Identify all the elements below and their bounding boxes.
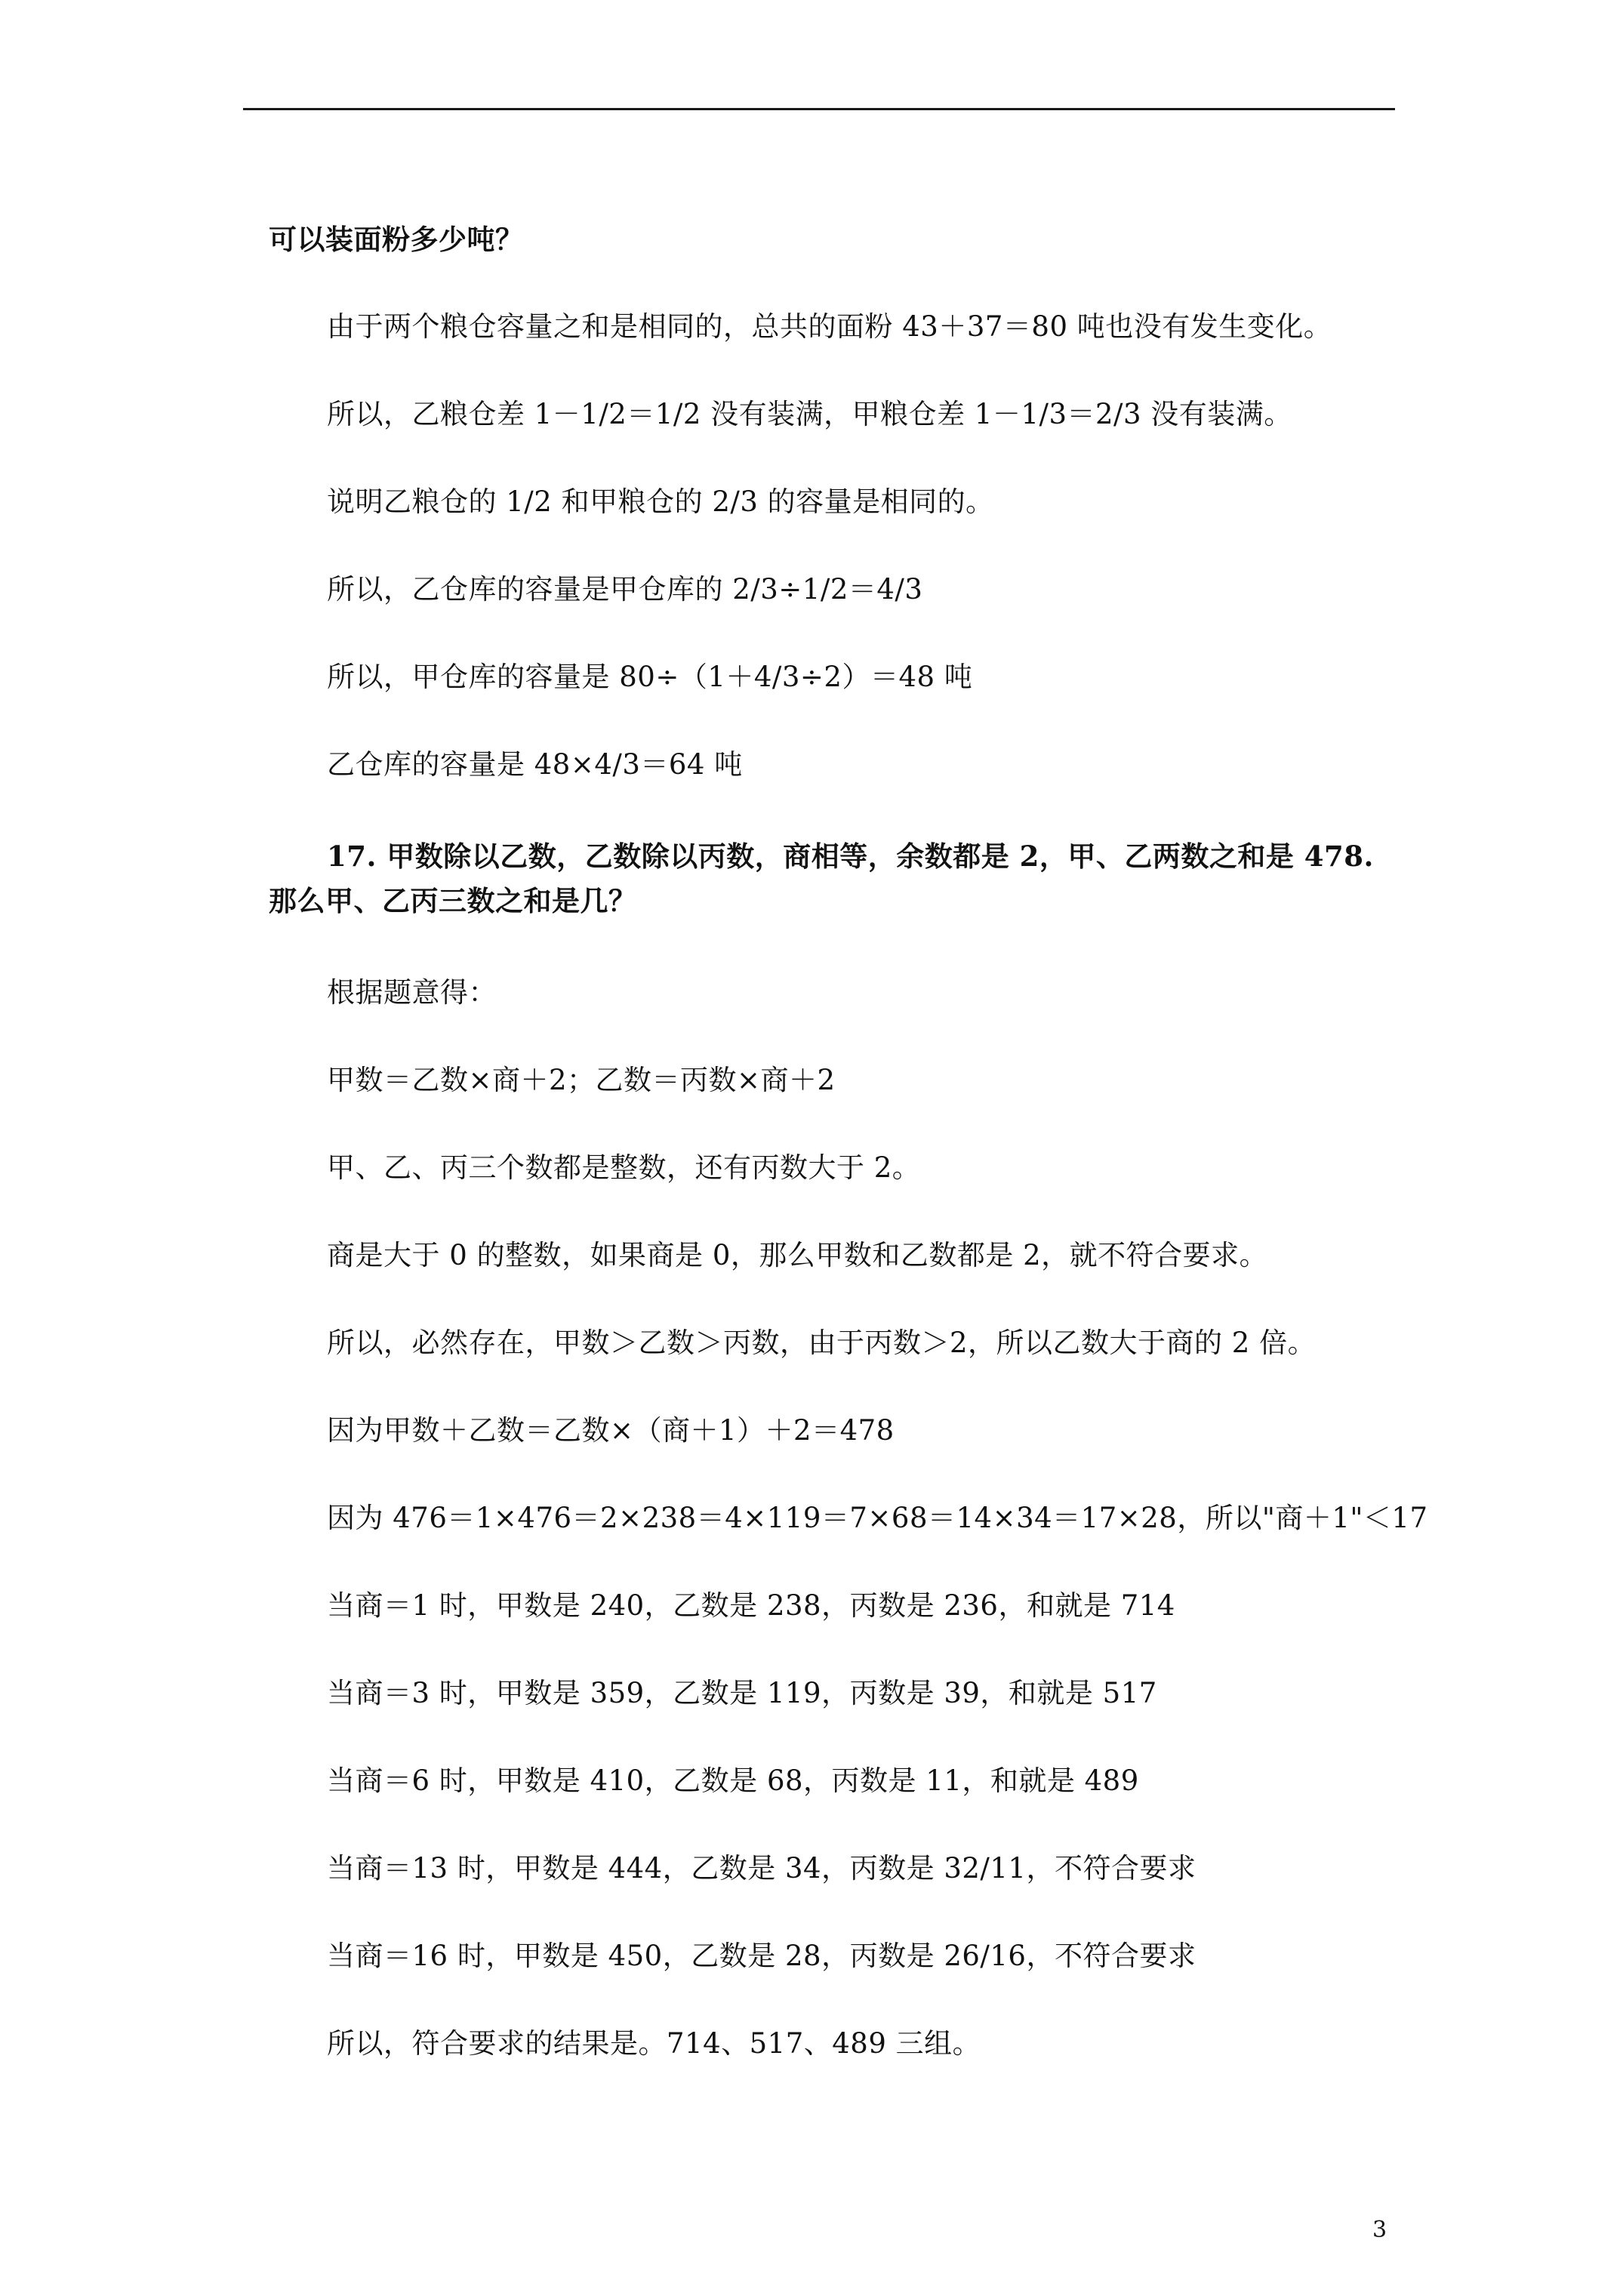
solution-17-line-13: 所以，符合要求的结果是。714、517、489 三组。 [327,2027,981,2060]
solution-17-line-5: 所以，必然存在，甲数＞乙数＞丙数，由于丙数＞2，所以乙数大于商的 2 倍。 [327,1327,1317,1359]
page-number: 3 [1372,2217,1387,2243]
solution-16-line-6: 乙仓库的容量是 48×4/3＝64 吨 [327,748,743,781]
header-rule [243,108,1395,110]
solution-17-line-11: 当商＝13 时，甲数是 444，乙数是 34，丙数是 32/11，不符合要求 [327,1852,1196,1885]
solution-17-line-7: 因为 476＝1×476＝2×238＝4×119＝7×68＝14×34＝17×28，所以"商＋1"＜17 [327,1502,1428,1534]
solution-17-line-6: 因为甲数＋乙数＝乙数×（商＋1）＋2＝478 [327,1414,895,1447]
solution-17-line-12: 当商＝16 时，甲数是 450，乙数是 28，丙数是 26/16，不符合要求 [327,1940,1196,1972]
solution-16-line-3: 说明乙粮仓的 1/2 和甲粮仓的 2/3 的容量是相同的。 [327,485,994,518]
solution-17-line-4: 商是大于 0 的整数，如果商是 0，那么甲数和乙数都是 2，就不符合要求。 [327,1239,1268,1271]
solution-17-line-1: 根据题意得： [327,976,497,1009]
solution-16-line-1: 由于两个粮仓容量之和是相同的，总共的面粉 43＋37＝80 吨也没有发生变化。 [327,310,1332,343]
solution-17-line-8: 当商＝1 时，甲数是 240，乙数是 238，丙数是 236，和就是 714 [327,1589,1175,1622]
solution-17-line-3: 甲、乙、丙三个数都是整数，还有丙数大于 2。 [327,1151,921,1184]
solution-16-line-4: 所以，乙仓库的容量是甲仓库的 2/3÷1/2＝4/3 [327,573,923,606]
solution-17-line-2: 甲数＝乙数×商＋2；乙数＝丙数×商＋2 [327,1064,836,1096]
solution-17-line-9: 当商＝3 时，甲数是 359，乙数是 119，丙数是 39，和就是 517 [327,1677,1157,1709]
solution-17-line-10: 当商＝6 时，甲数是 410，乙数是 68，丙数是 11，和就是 489 [327,1764,1139,1797]
solution-16-line-5: 所以，甲仓库的容量是 80÷（1＋4/3÷2）＝48 吨 [327,661,973,693]
solution-16-line-2: 所以，乙粮仓差 1－1/2＝1/2 没有装满，甲粮仓差 1－1/3＝2/3 没有装满。 [327,398,1292,430]
question-16-tail: 可以装面粉多少吨？ [269,223,524,256]
question-17-line-2: 那么甲、乙丙三数之和是几？ [269,884,637,917]
question-17-line-1: 17. 甲数除以乙数，乙数除以丙数，商相等，余数都是 2，甲、乙两数之和是 478. [327,840,1374,873]
